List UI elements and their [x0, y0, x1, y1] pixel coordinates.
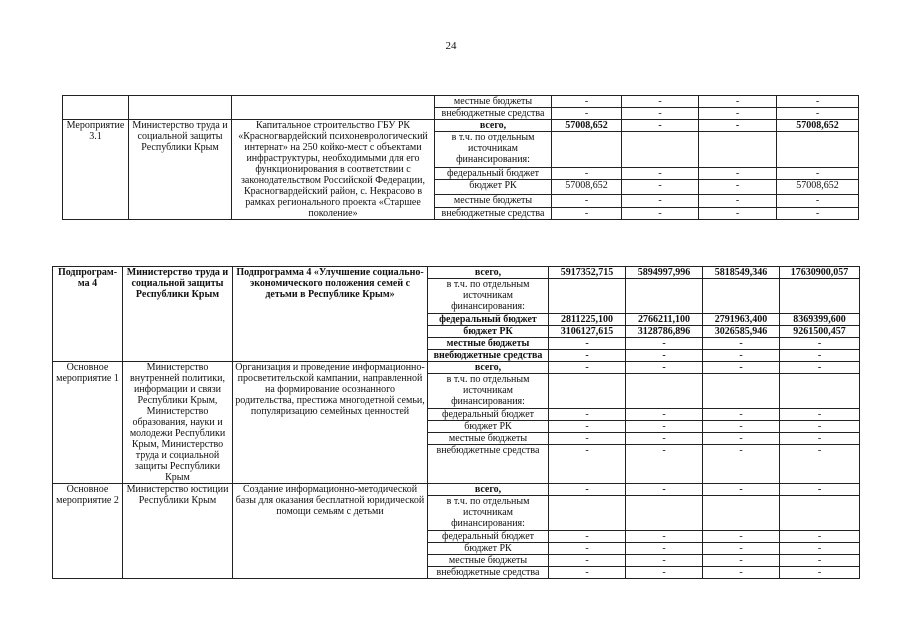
value-cell: -: [552, 207, 622, 219]
value-cell: [780, 279, 860, 314]
value-cell: -: [552, 167, 622, 179]
value-cell: -: [703, 362, 780, 374]
value-cell: -: [626, 338, 703, 350]
value-cell: -: [703, 543, 780, 555]
value-cell: [622, 132, 699, 168]
value-cell: -: [549, 543, 626, 555]
source-cell: внебюджетные средства: [435, 108, 552, 120]
value-cell: -: [703, 421, 780, 433]
source-cell: внебюджетные средства: [428, 445, 549, 484]
empty-cell: [232, 96, 435, 120]
source-cell: всего,: [435, 120, 552, 132]
block-name: Подпрограмма 4 «Улучшение социально-экономического положения семей с детьми в Республике Крым»: [233, 267, 428, 362]
value-cell: -: [549, 338, 626, 350]
source-cell: внебюджетные средства: [435, 207, 552, 219]
value-cell: -: [626, 433, 703, 445]
value-cell: 5894997,996: [626, 267, 703, 279]
value-cell: 57008,652: [777, 120, 859, 132]
value-cell: 3128786,896: [626, 326, 703, 338]
value-cell: -: [626, 531, 703, 543]
value-cell: -: [777, 195, 859, 207]
table-row: [63, 96, 859, 108]
value-cell: [703, 279, 780, 314]
value-cell: -: [780, 555, 860, 567]
value-cell: -: [626, 445, 703, 484]
value-cell: -: [552, 195, 622, 207]
value-cell: -: [622, 96, 699, 108]
event-name: Капитальное строительство ГБУ РК «Красногвардейский психоневрологический интернат» на 250 койко-мест с объектами инфраструктуры, необходимыми для его функционирования в соответствии с законодательством Российской Федерации, Красногвардейский район, с. Некрасово в рамках регионального проекта «Старшее поколение»: [232, 120, 435, 220]
table-row: [63, 120, 859, 132]
block-code: Подпрограм-ма 4: [53, 267, 123, 362]
value-cell: 17630900,057: [780, 267, 860, 279]
value-cell: 5917352,715: [549, 267, 626, 279]
value-cell: [626, 496, 703, 531]
value-cell: [699, 132, 777, 168]
value-cell: -: [703, 338, 780, 350]
value-cell: -: [626, 555, 703, 567]
source-cell: местные бюджеты: [428, 338, 549, 350]
value-cell: 57008,652: [777, 180, 859, 195]
funding-table-subprogram: [52, 266, 860, 579]
source-cell: бюджет РК: [435, 180, 552, 195]
value-cell: [777, 132, 859, 168]
value-cell: -: [622, 207, 699, 219]
value-cell: [549, 279, 626, 314]
source-cell: федеральный бюджет: [428, 409, 549, 421]
source-cell: в т.ч. по отдельным источникам финансирования:: [435, 132, 552, 168]
value-cell: 2766211,100: [626, 314, 703, 326]
value-cell: [626, 279, 703, 314]
value-cell: -: [703, 531, 780, 543]
value-cell: -: [703, 445, 780, 484]
source-cell: федеральный бюджет: [428, 531, 549, 543]
value-cell: -: [699, 120, 777, 132]
value-cell: -: [699, 195, 777, 207]
value-cell: -: [699, 167, 777, 179]
source-cell: бюджет РК: [428, 421, 549, 433]
value-cell: -: [780, 567, 860, 579]
value-cell: [626, 374, 703, 409]
empty-cell: [63, 96, 129, 120]
value-cell: -: [780, 543, 860, 555]
value-cell: 57008,652: [552, 120, 622, 132]
value-cell: -: [622, 108, 699, 120]
value-cell: -: [552, 96, 622, 108]
source-cell: местные бюджеты: [428, 433, 549, 445]
source-cell: внебюджетные средства: [428, 567, 549, 579]
value-cell: -: [777, 167, 859, 179]
value-cell: 57008,652: [552, 180, 622, 195]
value-cell: -: [549, 484, 626, 496]
value-cell: [552, 132, 622, 168]
value-cell: -: [777, 207, 859, 219]
source-cell: бюджет РК: [428, 326, 549, 338]
value-cell: -: [780, 445, 860, 484]
value-cell: -: [703, 433, 780, 445]
value-cell: -: [699, 207, 777, 219]
value-cell: -: [780, 531, 860, 543]
value-cell: -: [626, 350, 703, 362]
value-cell: -: [777, 108, 859, 120]
value-cell: -: [622, 120, 699, 132]
value-cell: -: [622, 180, 699, 195]
value-cell: -: [780, 409, 860, 421]
value-cell: -: [780, 350, 860, 362]
value-cell: -: [780, 338, 860, 350]
value-cell: 3106127,615: [549, 326, 626, 338]
source-cell: местные бюджеты: [428, 555, 549, 567]
source-cell: всего,: [428, 267, 549, 279]
source-cell: федеральный бюджет: [435, 167, 552, 179]
value-cell: -: [626, 421, 703, 433]
value-cell: -: [549, 433, 626, 445]
value-cell: -: [703, 567, 780, 579]
value-cell: -: [780, 484, 860, 496]
event-code: Мероприятие 3.1: [63, 120, 129, 220]
value-cell: -: [699, 108, 777, 120]
value-cell: -: [626, 409, 703, 421]
value-cell: -: [703, 555, 780, 567]
value-cell: -: [626, 484, 703, 496]
source-cell: внебюджетные средства: [428, 350, 549, 362]
value-cell: -: [699, 96, 777, 108]
value-cell: -: [780, 433, 860, 445]
block-name: Организация и проведение информационно-просветительской кампании, направленной на формирование осознанного родительства, престижа многодетной семьи, популяризацию семейных ценностей: [233, 362, 428, 484]
value-cell: 2791963,400: [703, 314, 780, 326]
value-cell: -: [622, 167, 699, 179]
table-row: [53, 484, 860, 496]
value-cell: -: [549, 555, 626, 567]
source-cell: федеральный бюджет: [428, 314, 549, 326]
value-cell: [780, 374, 860, 409]
value-cell: [703, 496, 780, 531]
value-cell: -: [626, 362, 703, 374]
value-cell: -: [703, 409, 780, 421]
block-executor: Министерство юстиции Республики Крым: [123, 484, 233, 579]
block-name: Создание информационно-методической базы для оказания бесплатной юридической помощи семьям с детьми: [233, 484, 428, 579]
value-cell: -: [549, 409, 626, 421]
value-cell: 2811225,100: [549, 314, 626, 326]
value-cell: 3026585,946: [703, 326, 780, 338]
source-cell: местные бюджеты: [435, 96, 552, 108]
value-cell: -: [549, 421, 626, 433]
value-cell: -: [626, 543, 703, 555]
value-cell: -: [549, 350, 626, 362]
value-cell: -: [777, 96, 859, 108]
value-cell: -: [549, 445, 626, 484]
value-cell: -: [780, 362, 860, 374]
value-cell: -: [780, 421, 860, 433]
source-cell: в т.ч. по отдельным источникам финансирования:: [428, 374, 549, 409]
source-cell: в т.ч. по отдельным источникам финансирования:: [428, 279, 549, 314]
empty-cell: [129, 96, 232, 120]
table-row: [53, 267, 860, 279]
block-code: Основное мероприятие 2: [53, 484, 123, 579]
value-cell: -: [703, 484, 780, 496]
block-executor: Министерство труда и социальной защиты Республики Крым: [123, 267, 233, 362]
value-cell: -: [626, 567, 703, 579]
value-cell: [549, 374, 626, 409]
value-cell: -: [549, 362, 626, 374]
source-cell: бюджет РК: [428, 543, 549, 555]
value-cell: -: [549, 531, 626, 543]
value-cell: [549, 496, 626, 531]
page-number: 24: [445, 40, 457, 52]
value-cell: -: [552, 108, 622, 120]
value-cell: -: [703, 350, 780, 362]
value-cell: 8369399,600: [780, 314, 860, 326]
event-executor: Министерство труда и социальной защиты Республики Крым: [129, 120, 232, 220]
block-code: Основное мероприятие 1: [53, 362, 123, 484]
source-cell: местные бюджеты: [435, 195, 552, 207]
table-row: [53, 362, 860, 374]
value-cell: [703, 374, 780, 409]
source-cell: всего,: [428, 484, 549, 496]
value-cell: -: [699, 180, 777, 195]
value-cell: 9261500,457: [780, 326, 860, 338]
source-cell: в т.ч. по отдельным источникам финансирования:: [428, 496, 549, 531]
value-cell: -: [549, 567, 626, 579]
value-cell: 5818549,346: [703, 267, 780, 279]
block-executor: Министерство внутренней политики, информации и связи Республики Крым, Министерство образования, науки и молодежи Республики Крым, Министерство труда и социальной защиты Республики Крым: [123, 362, 233, 484]
value-cell: [780, 496, 860, 531]
source-cell: всего,: [428, 362, 549, 374]
funding-table-top: [62, 95, 859, 220]
value-cell: -: [622, 195, 699, 207]
